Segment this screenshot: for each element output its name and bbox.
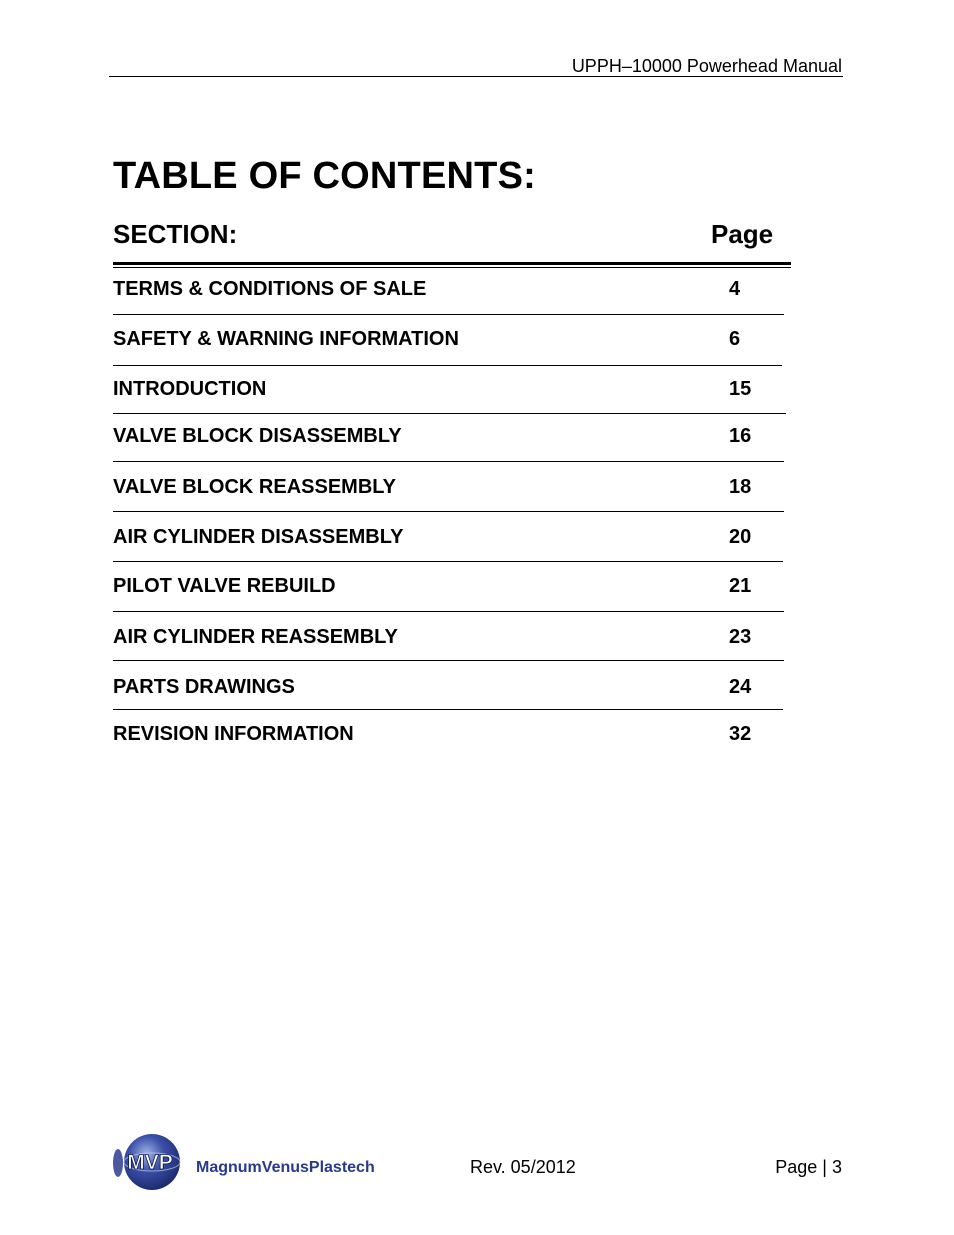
toc-divider — [113, 660, 784, 661]
toc-entry-page: 16 — [729, 425, 752, 447]
toc-entry-label: VALVE BLOCK REASSEMBLY — [113, 476, 396, 498]
toc-entry-page: 23 — [729, 626, 752, 648]
toc-entry-page: 4 — [729, 278, 741, 300]
toc-divider — [113, 413, 786, 414]
toc-entry-label: AIR CYLINDER DISASSEMBLY — [113, 526, 404, 548]
toc-row[interactable] — [0, 525, 954, 555]
toc-divider — [113, 611, 784, 612]
toc-entry-page: 24 — [729, 676, 752, 698]
toc-divider — [113, 314, 784, 315]
toc-entry-label: REVISION INFORMATION — [113, 723, 354, 745]
toc-entry-label: AIR CYLINDER REASSEMBLY — [113, 626, 398, 648]
toc-entry-label: PILOT VALVE REBUILD — [113, 575, 336, 597]
page-title: TABLE OF CONTENTS: — [113, 155, 536, 197]
toc-row[interactable] — [0, 475, 954, 505]
toc-entry-label: TERMS & CONDITIONS OF SALE — [113, 278, 427, 300]
toc-row[interactable] — [0, 625, 954, 655]
toc-entry-page: 32 — [729, 723, 752, 745]
toc-row[interactable] — [0, 377, 954, 407]
logo-swoosh — [113, 1149, 123, 1177]
toc-entry-page: 20 — [729, 526, 752, 548]
section-column-header: SECTION: — [113, 219, 238, 249]
toc-row[interactable] — [0, 424, 954, 454]
toc-entry-label: SAFETY & WARNING INFORMATION — [113, 328, 459, 350]
toc-row[interactable] — [0, 722, 954, 752]
logo-company-name: MagnumVenusPlastech — [196, 1159, 375, 1176]
toc-entry-label: PARTS DRAWINGS — [113, 676, 295, 698]
toc-entry-label: INTRODUCTION — [113, 378, 267, 400]
page-number: Page | 3 — [775, 1157, 842, 1177]
toc-divider — [113, 365, 782, 366]
logo-mark: MVP — [127, 1151, 173, 1174]
toc-entry-page: 6 — [729, 328, 741, 350]
toc-divider — [113, 561, 783, 562]
toc-divider — [113, 709, 783, 710]
page-column-header: Page — [711, 219, 774, 249]
toc-entry-label: VALVE BLOCK DISASSEMBLY — [113, 425, 402, 447]
company-logo — [112, 1131, 397, 1195]
revision-date: Rev. 05/2012 — [470, 1157, 576, 1177]
toc-entry-page: 15 — [729, 378, 752, 400]
toc-row[interactable] — [0, 574, 954, 604]
manual-title: UPPH–10000 Powerhead Manual — [571, 56, 842, 76]
toc-row[interactable] — [0, 327, 954, 357]
toc-row[interactable] — [0, 277, 954, 307]
toc-entry-page: 21 — [729, 575, 752, 597]
toc-divider — [113, 511, 784, 512]
toc-divider — [113, 461, 784, 462]
toc-row[interactable] — [0, 675, 954, 705]
toc-entry-page: 18 — [729, 476, 752, 498]
